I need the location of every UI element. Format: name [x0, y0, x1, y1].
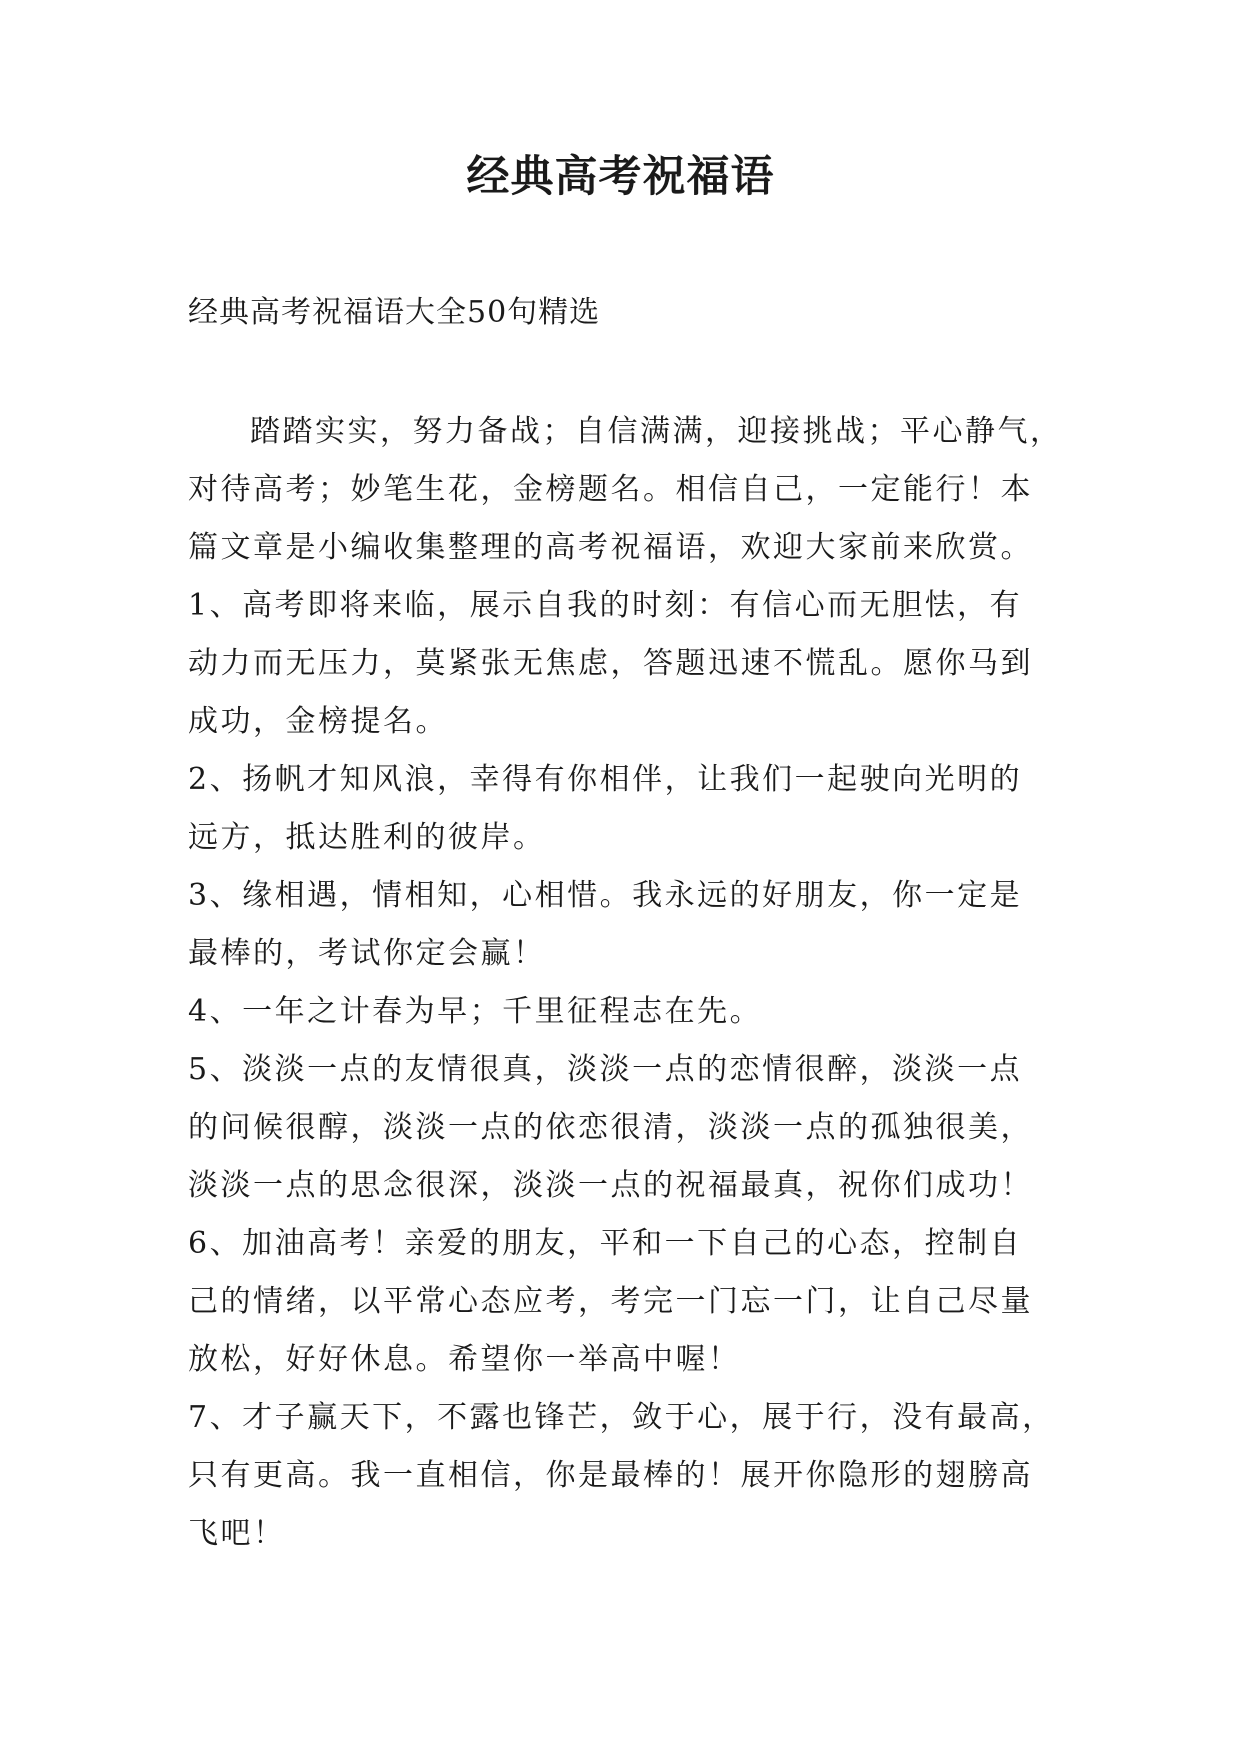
body-line: 篇文章是小编收集整理的高考祝福语，欢迎大家前来欣赏。: [188, 530, 1033, 565]
document-body: [188, 403, 1063, 1563]
body-line: 最棒的，考试你定会赢！: [188, 936, 546, 971]
body-line: 己的情绪，以平常心态应考，考完一门忘一门，让自己尽量: [188, 1284, 1033, 1319]
body-line: 3、缘相遇，情相知，心相惜。我永远的好朋友，你一定是: [188, 878, 1023, 913]
body-line: 7、才子赢天下，不露也锋芒，敛于心，展于行，没有最高，: [188, 1400, 1055, 1435]
body-line: 5、淡淡一点的友情很真，淡淡一点的恋情很醉，淡淡一点: [188, 1052, 1023, 1087]
body-line: 远方，抵达胜利的彼岸。: [188, 820, 546, 855]
body-line: 6、加油高考！亲爱的朋友，平和一下自己的心态，控制自: [188, 1226, 1023, 1261]
body-line: 对待高考；妙笔生花，金榜题名。相信自己，一定能行！本: [188, 472, 1033, 507]
body-line: 4、一年之计春为早；千里征程志在先。: [188, 994, 763, 1029]
body-line: 放松，好好休息。希望你一举高中喔！: [188, 1342, 741, 1377]
body-line: 淡淡一点的思念很深，淡淡一点的祝福最真，祝你们成功！: [188, 1168, 1033, 1203]
body-line: 踏踏实实，努力备战；自信满满，迎接挑战；平心静气，: [250, 414, 1063, 449]
body-line: 动力而无压力，莫紧张无焦虑，答题迅速不慌乱。愿你马到: [188, 646, 1033, 681]
body-line: 飞吧！: [188, 1516, 286, 1551]
body-line: 只有更高。我一直相信，你是最棒的！展开你隐形的翅膀高: [188, 1458, 1033, 1493]
document-subtitle: 经典高考祝福语大全50句精选: [188, 295, 601, 330]
document-title: 经典高考祝福语: [466, 152, 775, 202]
body-line: 1、高考即将来临，展示自我的时刻：有信心而无胆怯，有: [188, 588, 1023, 623]
body-line: 成功，金榜提名。: [188, 704, 448, 739]
body-line: 的问候很醇，淡淡一点的依恋很清，淡淡一点的孤独很美，: [188, 1110, 1033, 1145]
body-line: 2、扬帆才知风浪，幸得有你相伴，让我们一起驶向光明的: [188, 762, 1023, 797]
